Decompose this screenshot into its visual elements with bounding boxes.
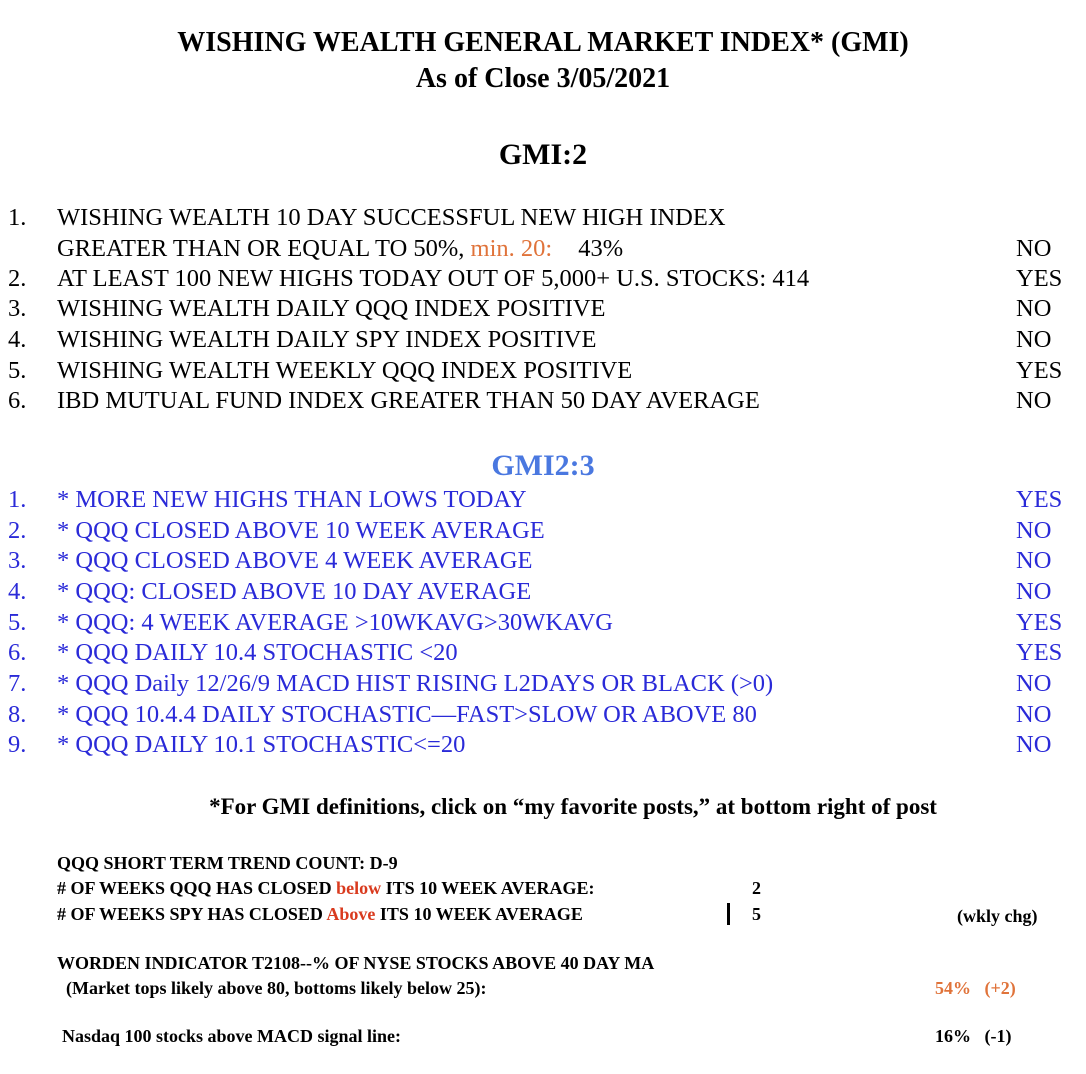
min-threshold: min. 20: — [470, 235, 553, 262]
item-text: * QQQ 10.4.4 DAILY STOCHASTIC—FAST>SLOW OR ABOVE 80 — [57, 701, 757, 728]
qqq-direction-word: below — [336, 878, 382, 898]
item-text: * QQQ DAILY 10.4 STOCHASTIC <20 — [57, 639, 458, 666]
spy-direction-word: Above — [326, 904, 376, 924]
item-text: * QQQ CLOSED ABOVE 10 WEEK AVERAGE — [57, 517, 545, 544]
item-number: 5. — [8, 609, 27, 636]
item-text-group — [57, 234, 623, 264]
worden-indicator-value — [935, 977, 1016, 999]
gmi-item — [0, 203, 1086, 233]
item-result: NO — [1016, 578, 1052, 605]
item-result: NO — [1016, 517, 1052, 544]
item-number: 6. — [8, 639, 27, 666]
gmi2-item — [0, 608, 1086, 638]
page-subtitle-date: As of Close 3/05/2021 — [415, 63, 671, 94]
t2108-change: (+2) — [984, 978, 1016, 998]
gmi2-item — [0, 638, 1086, 668]
qqq-weeks-line — [57, 877, 594, 899]
item-result: NO — [1016, 731, 1052, 758]
item-result: NO — [1016, 295, 1052, 322]
gmi2-item — [0, 700, 1086, 730]
gmi2-heading: GMI2:3 — [491, 449, 595, 482]
gmi2-item — [0, 516, 1086, 546]
item-result: NO — [1016, 701, 1052, 728]
gmi2-item — [0, 485, 1086, 515]
gmi-heading: GMI:2 — [498, 138, 588, 171]
item-text: * QQQ: 4 WEEK AVERAGE >10WKAVG>30WKAVG — [57, 609, 613, 636]
spy-weeks-prefix: # OF WEEKS SPY HAS CLOSED — [57, 904, 323, 924]
spy-weeks-suffix: ITS 10 WEEK AVERAGE — [379, 904, 583, 924]
gmi2-item — [0, 546, 1086, 576]
gmi-item — [0, 234, 1086, 264]
nasdaq-macd-value — [935, 1025, 1011, 1047]
worden-indicator-note: (Market tops likely above 80, bottoms likely below 25): — [66, 978, 487, 998]
item-result: NO — [1016, 326, 1052, 353]
nasdaq-macd-label: Nasdaq 100 stocks above MACD signal line: — [62, 1026, 402, 1046]
item-percent: 43% — [578, 235, 624, 262]
gmi-item — [0, 386, 1086, 416]
t2108-percent: 54% — [935, 978, 971, 998]
item-number: 6. — [8, 387, 27, 414]
item-number: 8. — [8, 701, 27, 728]
item-result: NO — [1016, 670, 1052, 697]
item-number: 7. — [8, 670, 27, 697]
item-result: NO — [1016, 387, 1052, 414]
item-number: 3. — [8, 547, 27, 574]
item-text: AT LEAST 100 NEW HIGHS TODAY OUT OF 5,000+ U.S. STOCKS: 414 — [57, 265, 810, 292]
gmi-item — [0, 264, 1086, 294]
item-number: 4. — [8, 578, 27, 605]
item-result: YES — [1016, 357, 1063, 384]
item-result: YES — [1016, 486, 1063, 513]
item-number: 2. — [8, 517, 27, 544]
gmi2-item — [0, 669, 1086, 699]
item-text: WISHING WEALTH DAILY SPY INDEX POSITIVE — [57, 326, 597, 353]
separator-bar — [727, 903, 730, 925]
item-text: GREATER THAN OR EQUAL TO 50%, — [57, 235, 465, 262]
item-text: * QQQ Daily 12/26/9 MACD HIST RISING L2DAYS OR BLACK (>0) — [57, 670, 774, 697]
item-number: 4. — [8, 326, 27, 353]
qqq-weeks-prefix: # OF WEEKS QQQ HAS CLOSED — [57, 878, 332, 898]
item-text: WISHING WEALTH DAILY QQQ INDEX POSITIVE — [57, 295, 606, 322]
item-text: WISHING WEALTH 10 DAY SUCCESSFUL NEW HIGH INDEX — [57, 204, 726, 231]
item-result: YES — [1016, 639, 1063, 666]
worden-indicator-label: WORDEN INDICATOR T2108--% OF NYSE STOCKS ABOVE 40 DAY MA — [57, 953, 655, 973]
qqq-weeks-value: 2 — [752, 878, 761, 898]
gmi-item — [0, 356, 1086, 386]
gmi-item — [0, 294, 1086, 324]
item-text: * QQQ DAILY 10.1 STOCHASTIC<=20 — [57, 731, 466, 758]
item-number: 3. — [8, 295, 27, 322]
item-number: 9. — [8, 731, 27, 758]
item-text: IBD MUTUAL FUND INDEX GREATER THAN 50 DAY AVERAGE — [57, 387, 760, 414]
nasdaq-percent: 16% — [935, 1026, 971, 1046]
nasdaq-change: (-1) — [984, 1026, 1012, 1046]
qqq-weeks-suffix: ITS 10 WEEK AVERAGE: — [385, 878, 595, 898]
gmi2-item — [0, 577, 1086, 607]
spy-weeks-line — [57, 903, 583, 925]
short-term-trend-count: QQQ SHORT TERM TREND COUNT: D-9 — [57, 853, 398, 873]
gmi2-item — [0, 730, 1086, 760]
item-result: YES — [1016, 609, 1063, 636]
item-text: WISHING WEALTH WEEKLY QQQ INDEX POSITIVE — [57, 357, 633, 384]
item-number: 1. — [8, 204, 27, 231]
spy-weeks-value: 5 — [752, 904, 761, 924]
item-number: 1. — [8, 486, 27, 513]
page-title: WISHING WEALTH GENERAL MARKET INDEX* (GMI) — [177, 27, 909, 58]
item-result: NO — [1016, 547, 1052, 574]
item-number: 2. — [8, 265, 27, 292]
item-result: YES — [1016, 265, 1063, 292]
item-text: * QQQ CLOSED ABOVE 4 WEEK AVERAGE — [57, 547, 533, 574]
gmi-definitions-note: *For GMI definitions, click on “my favorite posts,” at bottom right of post — [209, 794, 937, 819]
gmi-item — [0, 325, 1086, 355]
item-text: * MORE NEW HIGHS THAN LOWS TODAY — [57, 486, 527, 513]
item-text: * QQQ: CLOSED ABOVE 10 DAY AVERAGE — [57, 578, 532, 605]
weekly-change-label: (wkly chg) — [957, 906, 1038, 926]
item-number: 5. — [8, 357, 27, 384]
item-result: NO — [1016, 235, 1052, 262]
